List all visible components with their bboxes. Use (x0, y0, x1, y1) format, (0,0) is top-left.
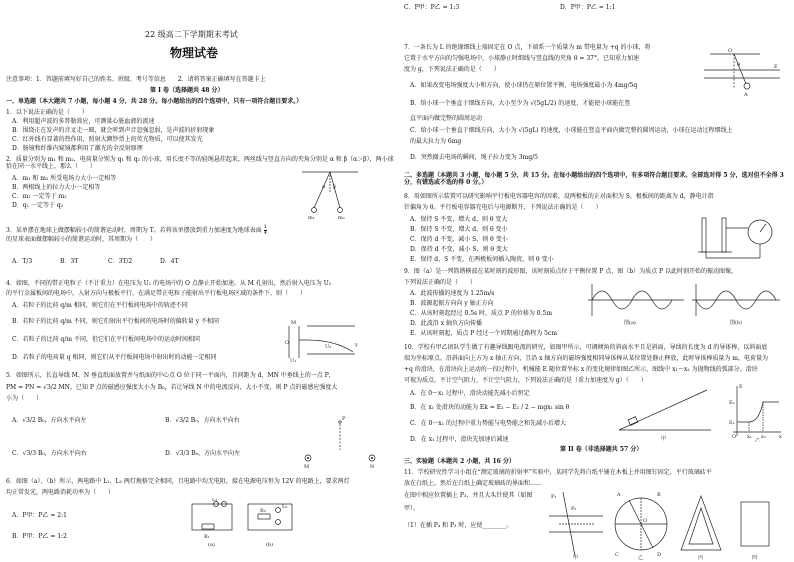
q7-stem-3: 度为 g，下列说法正确的是（ ） (404, 66, 500, 73)
q5-option-a: A．√3/2 B₀，方向水平向左 (12, 417, 87, 424)
q10-option-d: D．在 x₁ 过程中，滑块先加速后减速 (410, 436, 509, 443)
q4-label-u2: U₂ (325, 344, 332, 350)
q5-option-d: D．√3/3 B₀，方向水平向左 (165, 450, 241, 457)
q10-label-jia: 甲 (661, 436, 667, 442)
q8-option-e: E．保持 d、S 不变，在两极板间插入陶瓷，则 θ 变小 (410, 256, 554, 263)
q4-label-m: M (291, 320, 297, 326)
q5-option-b: B．√3/2 B₀，方向水平向右 (165, 417, 240, 424)
q7-option-c-cont: 的最大拉力为 6mg (410, 138, 462, 145)
q11-label-c: C (615, 552, 619, 558)
section2-title: 二、多选题（本题共 3 小题，每小题 5 分，共 15 分。在每小题给出的四个选项中，有多项符合题目要求。全部选对得 5 分，选对但不全得 3 分，有错选或不选的得 0 分。） (404, 172, 784, 186)
q3-stem-1: 3．某单摆在地球上做摆幅较小的简谐运动时，周期为 T。若将该单摆放到重力加速度为地球表面 $\frac{1}{4}$ (6, 224, 267, 236)
q6-option-b: B．P甲：P乙 = 1:2 (12, 533, 67, 540)
q6-label-b: (b) (266, 542, 274, 548)
q8-option-d: D．保持 d 不变，减小 S，则 θ 变大 (410, 246, 508, 253)
q9-label-a: 图(a) (624, 320, 636, 326)
q11-label-bing: 丙 (698, 555, 704, 560)
q11-label-p2: P₂ (571, 506, 577, 512)
q7-label-o: O (728, 48, 733, 54)
q10-label-e1: E₁ (729, 420, 735, 426)
q10-label-o: O (732, 434, 737, 440)
q7-option-c: C．给小球一个垂直于细线方向，大小为 √(5gL) 的速度，小球能在竖直平面内做完整的圆周运动，小球在运动过程细线上 (410, 127, 733, 134)
q11-label-o: O (643, 518, 648, 524)
q6-stem-1: 6．如图（a）、（b）所示，两电路中 L₁、L₂ 两灯规格完全相同，且电路中均无电阻，接在电源电压恒为 12V 的电路上，要求两灯 (6, 478, 350, 485)
q4-option-c: C．若粒子的比荷 q/m 不同，但它们在平行板间电场中的运动时间相同 (12, 336, 200, 343)
q10-label-x: x (779, 434, 782, 440)
q5-option-c: C．√3/3 B₀，方向水平向右 (12, 450, 87, 457)
q9-stem-1: 9．图（a）是一列简谐横波在某时刻的波形图，该时刻质点位于平衡位置 P 点，图（b）为质点 P 以此时刻开始的振动图像， (404, 268, 737, 275)
q8-figure (692, 208, 782, 260)
q2-option-a: A．m₁ 和 m₂ 所受电场力大小一定相等 (12, 175, 117, 182)
q7-option-b: B．给小球一个垂直于细线方向，大小至少为 √(5gL/2) 的速度，才能使小球能在竖 (410, 100, 631, 107)
q5-figure (300, 410, 380, 470)
exam-title: 22 级高二下学期期末考试 (145, 30, 238, 39)
q3-fraction: $\frac{1}{4}$ (263, 224, 267, 236)
q3-stem-2: 的星球表面做摆幅较小的简谐运动时，其周期为（ ） (6, 236, 157, 243)
q9-option-e: E．从该时刻起，质点 P 经过一个周期通过路程为 5cm (410, 330, 558, 337)
q9-figure (584, 282, 784, 326)
q11-label-yi: 乙 (638, 555, 644, 560)
q6-label-a: (a) (208, 542, 215, 548)
q7-option-b-cont: 直平面内做完整的圆周运动 (410, 115, 483, 122)
q9-option-d: D．此波沿 x 轴负方向传播 (410, 320, 483, 327)
q1-option-d: D．肠镜和纤维内窥镜都利用了激光的全反射原理 (12, 145, 143, 152)
notice: 注意事项：1．答题前填写好自己的姓名、班级、考号等信息 2．请将答案正确填写在答题卡上 (6, 76, 266, 83)
q6-option-d: D．P甲：P乙 = 1:1 (560, 4, 616, 11)
q4-option-a: A．若粒子的比荷 q/m 相同，则它们在平行板间电场中的轨迹不同 (12, 302, 188, 309)
q11-label-b: B (657, 492, 661, 498)
q7-option-d: D．突然撤去电场的瞬间，绳子拉力变为 3mg/5 (410, 154, 538, 161)
q10-option-a: A．在 0～x₁ 过程中，滑块动能先减小后恒定 (410, 390, 530, 397)
part1-title: 第 I 卷（选择题共 48 分） (150, 87, 224, 94)
q10-stem-4: 可视为质点，不计空气阻力，不计空气阻力，下列说法正确的是（重力加速度为 g）（ ） (404, 377, 647, 384)
q2-option-b: B．两根线上的拉力大小一定相等 (12, 184, 101, 191)
q11-stem-2: 放在白纸上，然后在白纸上确定玻璃砖的界面和…… (404, 480, 543, 487)
q8-stem-2: 针偏角为 θ。平行板电容器充电后与电源断开，下列说法正确的是（ ） (404, 204, 602, 211)
right-column (400, 0, 794, 562)
q6-label-r1: R₁ (204, 534, 210, 540)
q11-label-ding: 四 (752, 555, 758, 560)
q8-option-b: B．保持 S 不变，增大 d，则 θ 变小 (410, 226, 508, 233)
q4-option-d: D．若粒子的电荷量 q 相同，则它们从平行板间电场中射出时的动能一定相同 (12, 354, 217, 361)
q11-label-d: D (657, 552, 662, 558)
q4-label-o: O (285, 340, 290, 346)
q10-option-b: B．在 x₁ 处滑块的动能为 Ek = E₂ − E₁ / 2 − mgx₁ sin θ (410, 404, 570, 411)
q9-option-c: C．从该时刻起经过 0.5s 时，质点 P 的位移为 0.5m (410, 310, 553, 317)
q7-stem-1: 7．一条长为 L 的绝缘细线上端固定在 O 点，下端系一个质量为 m 带电量为 +q 的小球，将 (404, 44, 651, 51)
q2-label-m2: m₂ (338, 215, 345, 220)
q3-option-c: C．3T/2 (108, 258, 133, 265)
q9-option-b: B．波源起振方向向 y 轴正方向 (410, 300, 494, 307)
q3-option-d: D．4T (160, 258, 179, 265)
q1-option-c: C．红外线有显著的热作用，照射大额钞票上的荧光物质，可以使其发光 (12, 136, 203, 143)
q10-label-x1: x₁ (747, 434, 752, 440)
q11-stem-5: （1）在插 P₄ 和 P₃ 时，应使________。 (404, 522, 513, 529)
q9-option-a: A．此波传播的速度为 1.25m/s (410, 290, 495, 297)
q3-option-b: B．3T (60, 258, 79, 265)
part2-title: 第 II 卷（非选择题共 57 分） (560, 446, 643, 453)
q4-stem-2: 的平行金属板间的电场中，入射方向与极板平行，在满足带正电粒子能射出平行板电场区域的条件下，则（ ） (6, 290, 307, 297)
q11-label-a: A (617, 492, 621, 498)
q10-label-e: E (739, 384, 743, 390)
q10-stem-3: +q 的滑块，在滑块向上运动的一段过程中，机械能 E 随位置坐标 x 的变化规律如图乙所示，图线中 x₁～x₂ 为抛物线的弧部分。滑块 (404, 366, 758, 373)
q11-label-p1: P₁ (551, 494, 557, 500)
q7-label-theta: θ (737, 62, 741, 68)
q10-option-c: C．在 0～x₁ 的过程中重力势能与电势能之和先减小后增大 (410, 420, 567, 427)
q10-label-e2: E₂ (729, 400, 735, 406)
q5-label-p: P (342, 416, 346, 422)
q2-label-beta: β (333, 184, 336, 190)
section1-title: 一、单选题（本大题共 7 小题，每小题 4 分，共 28 分。每小题给出的四个选项中，只有一项符合题目要求。） (6, 98, 303, 105)
q6-option-a: A．P甲：P乙 = 2:1 (12, 512, 67, 519)
q4-label-y: y (355, 342, 358, 348)
q11-figure (545, 488, 785, 560)
q8-option-c: C．保持 d 不变，减小 S，则 θ 变小 (410, 236, 508, 243)
q4-label-u1: U₁ (290, 358, 297, 363)
q1-option-b: B．围绕正在发声的音叉走一圈，就会听到声音忽强忽弱，是声波的折射现象 (12, 127, 215, 134)
q6-figure (188, 498, 298, 548)
q4-figure (285, 318, 360, 363)
q10-figure (615, 382, 785, 442)
q5-stem-3: 小为（ ） (6, 395, 43, 402)
q6-stem-2: 均正常发光，两电路消耗功率为（ ） (6, 489, 115, 496)
q11-stem-1: 11．学校研究性学习小组在“测定玻璃的折射率”实验中，某同学先将白纸平铺在木板上并用图钉固定，平行玻璃砖平 (404, 469, 712, 476)
q5-stem-2: PM = PN = √3/2 MN。已知 P 点的磁感应强度大小为 B₀，若让导线 N 中的电流反向，大小不变，则 P 点的磁感应强度大 (6, 384, 338, 391)
q2-option-d: D．q₁ 一定等于 q₂ (12, 202, 64, 209)
q2-label-alpha: α (322, 184, 326, 190)
q1-stem: 1．以下说法正确的是（ ） (6, 109, 88, 116)
q4-option-b: B．若粒子的比荷 q/m 不同，则它们射出平行板间的电场时的偏转量 y 不相同 (12, 318, 219, 325)
q8-option-a: A．保持 S 不变，增大 d，则 θ 变大 (410, 216, 508, 223)
q11-label-jia: 甲 (573, 555, 579, 560)
q2-option-c: C．m₁ 一定等于 m₂ (12, 193, 67, 200)
subject-title: 物理试卷 (170, 46, 219, 60)
q7-stem-2: 它置于水平方向的匀强电场中，小球静止时细线与竖直线的夹角 θ = 37°。已知重力加速 (404, 55, 639, 62)
q10-label-x2: x₂ (761, 434, 766, 440)
q5-label-n: N (370, 464, 375, 470)
q7-label-a: A (744, 92, 748, 98)
q1-option-a: A．利用超声波的多普勒效应，可测量心脏血液的流速 (12, 118, 155, 125)
q10-stem-2: 端为坐标原点，沿斜面向上方为 x 轴正方向，且沿 x 轴方向的磁场强度相同导体棒从某位置处静止释放，此时导体棒质量为 m，电荷量为 (404, 355, 768, 362)
q6-label-r2: R₂ (260, 508, 266, 514)
q6-option-c: C．P甲：P乙 = 1:3 (404, 4, 460, 11)
q8-stem-1: 8．用如图所示装置可以研究影响平行板电容器电容的因素，设两极板的正对面积为 S，极板间的距离为 d，静电计指 (404, 193, 714, 200)
q2-stem: 2．质量分别为 m₁ 和 m₂，电荷量分别为 q₁ 和 q₂ 的小球，用长度不等的轻绳悬挂起来，两丝线与竖直方向的夹角分别是 α 和 β（α＞β），两小球恰在同一水平线上，那么（ ） (6, 156, 394, 170)
q4-stem-1: 4．如图，不同的带正电粒子（不计重力）在电压为 U₁ 的电场中的 O 点静止开始加速。从 M 孔射出，然后射入电压为 U₂ (6, 280, 332, 287)
q9-stem-2: 下列说法正确的是（ ） (404, 279, 477, 286)
q10-stem-1: 10．学校有甲乙团队学生做了有趣导线跟电流的研究，如图甲所示，可调倾角的斜面水平且是斜面，导线的长度为 d 的导体棒，以斜面底 (404, 344, 768, 351)
q2-figure (300, 170, 360, 220)
q9-label-b: 图(b) (730, 320, 743, 326)
q6-label-l2: L₂ (282, 504, 288, 510)
q6-label-l1: L₁ (212, 498, 218, 503)
q7-label-e: E (774, 64, 778, 70)
q7-figure (700, 44, 785, 100)
q7-option-a: A．如果改变电场强度大小和方向，使小球仍在原位置平衡，电场强度最小为 4mg/5q (410, 82, 638, 89)
q5-stem-1: 5．如图所示，长直导线 M、N 垂直纸面放置并与纸面的中心点 O 位于同一平面内，且间距为 d，MN 中垂线上的一点 P， (6, 372, 335, 379)
q2-label-m1: m₁ (308, 215, 315, 220)
section3-title: 三、实验题（本题共 2 小题，共 16 分） (404, 458, 515, 465)
q3-option-a: A．T/3 (12, 258, 33, 265)
q5-label-m: M (304, 464, 310, 470)
q10-label-yi: 乙 (755, 438, 761, 442)
q11-stem-3: 在图中相应位置插上 P₃，并且大头针使其（如图 (404, 492, 533, 499)
q11-stem-4: 甲）。 (404, 505, 420, 512)
